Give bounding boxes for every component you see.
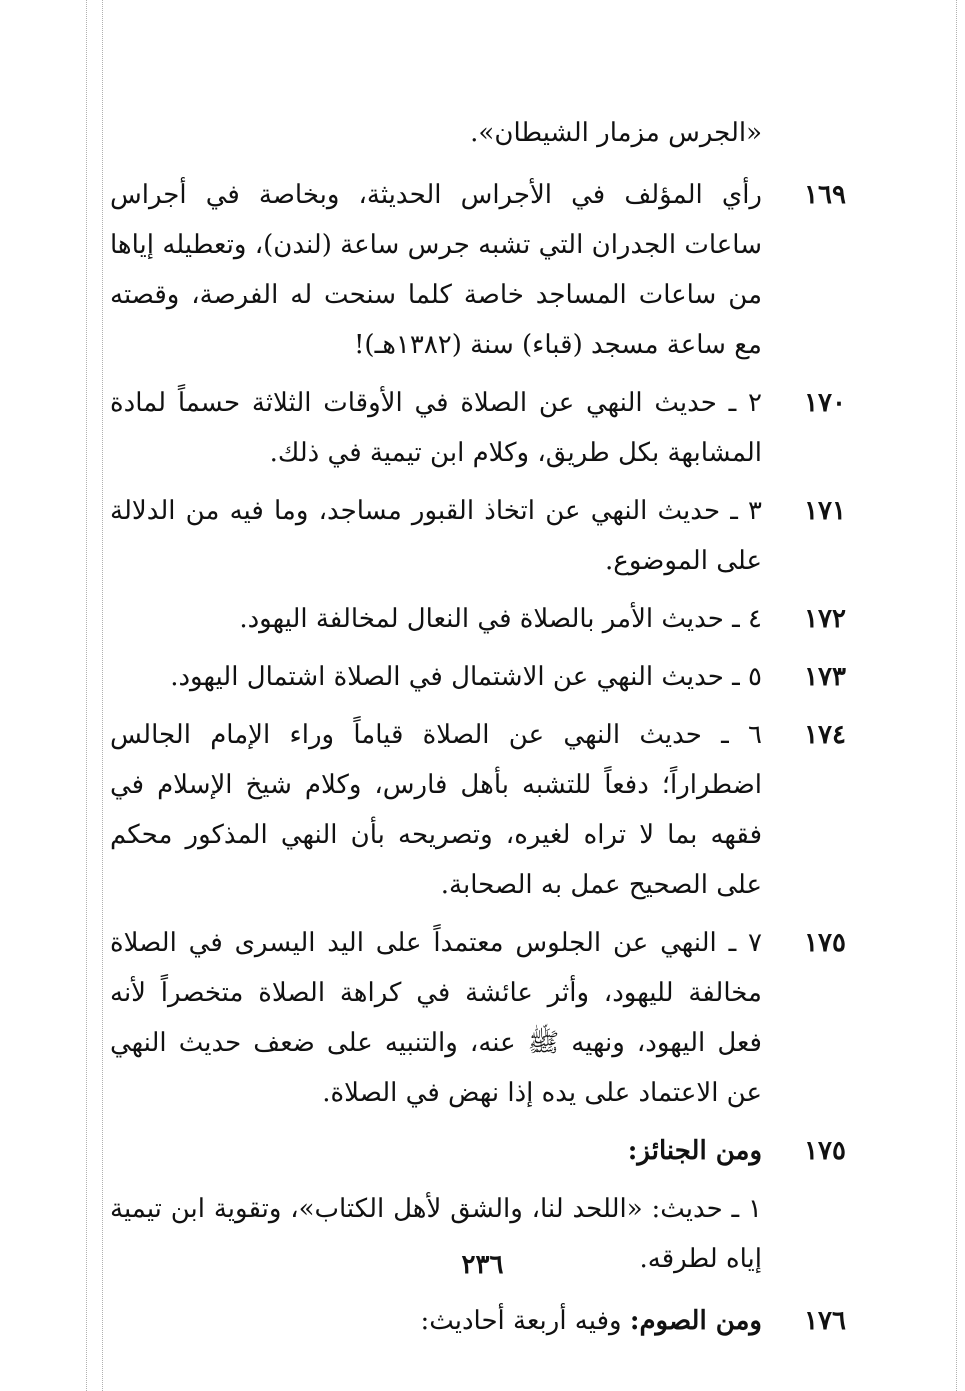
- page-ref: ١٧٦: [804, 1306, 846, 1336]
- entry-text: ٧ ـ النهي عن الجلوس معتمداً على اليد اليسرى في الصلاة مخالفة لليهود، وأثر عائشة في كراهة الصلاة متخصراً لأنه فعل اليهود، ونهيه ﷺ عنه، والتنبيه على ضعف حديث النهي عن الاعتماد على يده إذا نهض في الصلاة.: [110, 928, 762, 1108]
- section-text: وفيه أربعة أحاديث:: [420, 1306, 630, 1336]
- page-ref: ١٧٢: [804, 604, 846, 634]
- section-funerals: [110, 1126, 850, 1176]
- page-ref: ١٧٤: [804, 720, 846, 750]
- scan-edge-left-inner: [102, 0, 103, 1391]
- page-ref: ١٧٥: [804, 1136, 846, 1166]
- index-entry: [110, 378, 850, 478]
- index-entry: [110, 170, 850, 370]
- section-heading: ومن الصوم:: [629, 1306, 762, 1336]
- index-entry: [110, 710, 850, 910]
- entry-text: ٢ ـ حديث النهي عن الصلاة في الأوقات الثلاثة حسماً لمادة المشابهة بكل طريق، وكلام ابن تيمية في ذلك.: [110, 388, 762, 468]
- funerals-text: ١ ـ حديث: «اللحد لنا، والشق لأهل الكتاب»، وتقوية ابن تيمية إياه لطرقه.: [110, 1194, 762, 1274]
- entry-text: ٤ ـ حديث الأمر بالصلاة في النعال لمخالفة اليهود.: [239, 604, 762, 634]
- section-heading: ومن الجنائز:: [627, 1136, 762, 1166]
- entry-text: ٣ ـ حديث النهي عن اتخاذ القبور مساجد، وما فيه من الدلالة على الموضوع.: [110, 496, 762, 576]
- scan-edge-right: [956, 0, 957, 1391]
- page-ref: ١٦٩: [804, 180, 846, 210]
- section-fasting: [110, 1296, 850, 1346]
- index-entry: [110, 486, 850, 586]
- index-entry: [110, 594, 850, 644]
- page-body: [110, 108, 850, 1354]
- page-ref: ١٧٣: [804, 662, 846, 692]
- entry-text: ٦ ـ حديث النهي عن الصلاة قياماً وراء الإمام الجالس اضطراراً؛ دفعاً للتشبه بأهل فارس، وكلام شيخ الإسلام في فقهه بما لا تراه لغيره، وتصريحه بأن النهي المذكور محكم على الصحيح عمل به الصحابة.: [110, 720, 762, 900]
- carried-over-line: «الجرس مزمار الشيطان».: [470, 118, 762, 148]
- index-entry: [110, 918, 850, 1118]
- scan-edge-left: [86, 0, 87, 1391]
- page-ref: ١٧١: [804, 496, 846, 526]
- page-ref: ١٧٥: [804, 928, 846, 958]
- page-number: ٢٣٦: [461, 1250, 504, 1280]
- page-ref: ١٧٠: [804, 388, 846, 418]
- entry-text: ٥ ـ حديث النهي عن الاشتمال في الصلاة اشتمال اليهود.: [170, 662, 762, 692]
- index-entry: [110, 652, 850, 702]
- entry-text: رأي المؤلف في الأجراس الحديثة، وبخاصة في أجراس ساعات الجدران التي تشبه جرس ساعة (لندن)، وتعطيله إياها من ساعات المساجد خاصة كلما سنحت له الفرصة، وقصته مع ساعة مسجد (قباء) سنة (١٣٨٢هـ)!: [110, 180, 762, 360]
